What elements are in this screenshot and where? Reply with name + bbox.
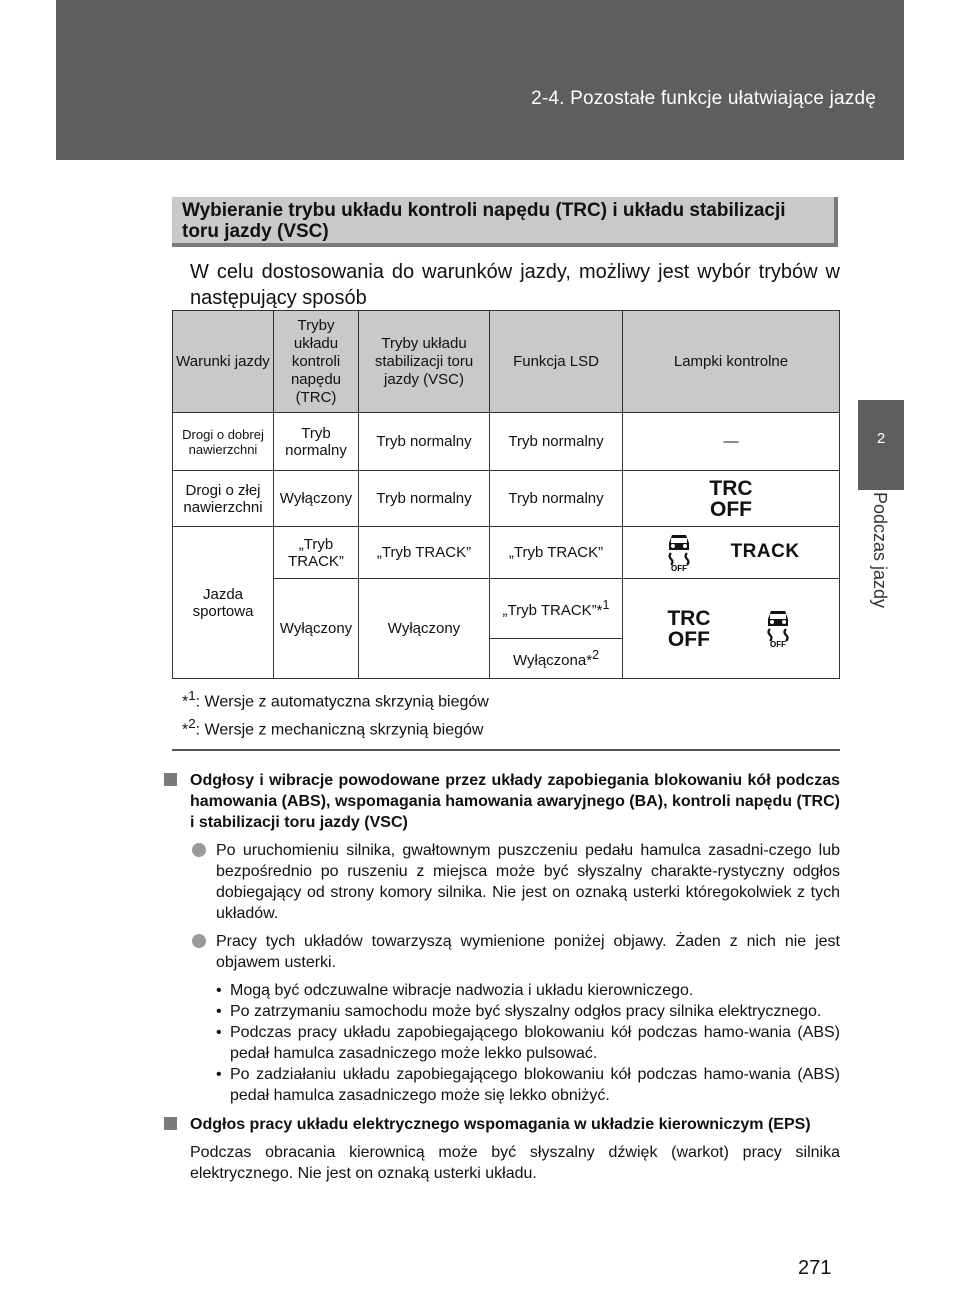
table-cell: Wyłączony (359, 579, 490, 679)
header-cell: Funkcja LSD (490, 311, 623, 413)
heading-text: Odgłos pracy układu elektrycznego wspomagania w układzie kierowniczym (EPS) (190, 1116, 811, 1133)
trc-off-indicator (667, 608, 710, 650)
vsc-off-icon (662, 531, 696, 575)
list-item: • Po zadziałaniu układu zapobiegającego blokowaniu kół podczas hamo-wania (ABS) pedał hamulca zasadniczego może się lekko obniżyć. (216, 1064, 840, 1106)
table-row (173, 527, 840, 579)
vsc-off-icon (761, 607, 795, 651)
table-cell: Tryb normalny (274, 413, 359, 471)
paragraph-text: Pracy tych układów towarzyszą wymienione poniżej objawy. Żaden z nich nie jest objawem usterki. (216, 933, 840, 971)
table-cell: Drogi o złej nawierzchni (173, 471, 274, 527)
table-cell: „Tryb TRACK” (274, 527, 359, 579)
section-heading (190, 1114, 840, 1135)
bullet-list (216, 980, 840, 1106)
chapter-label: Podczas jazdy (870, 492, 890, 609)
footnote-sup: 2 (592, 648, 600, 662)
trc-off-indicator (709, 478, 752, 520)
list-item: • Podczas pracy układu zapobiegającego blokowaniu kół podczas hamo-wania (ABS) pedał hamulca zasadniczego może lekko pulsować. (216, 1022, 840, 1064)
table-cell (490, 579, 623, 639)
body-content (190, 770, 840, 1184)
indicator-cell (623, 471, 840, 527)
table-cell: Wyłączony (274, 471, 359, 527)
table-cell: Tryb normalny (359, 413, 490, 471)
table-cell: — (623, 413, 840, 471)
paragraph (216, 840, 840, 924)
header-cell: Warunki jazdy (173, 311, 274, 413)
intro-text: W celu dostosowania do warunków jazdy, możliwy jest wybór trybów w następujący sposób (190, 261, 840, 309)
header-band (56, 0, 904, 160)
square-bullet-icon (164, 1117, 177, 1130)
page-number: 271 (798, 1257, 832, 1279)
footnote-text: : Wersje z mechaniczną skrzynią biegów (195, 721, 484, 739)
table-cell: Tryb normalny (359, 471, 490, 527)
footnote-2 (182, 716, 483, 739)
footnote-sup: 1 (188, 688, 196, 703)
trc-off-line1: TRC (709, 476, 753, 500)
square-bullet-icon (164, 773, 177, 786)
table-cell: Tryb normalny (490, 413, 623, 471)
table-header-row (173, 311, 840, 413)
track-indicator: TRACK (730, 540, 800, 562)
paragraph: Podczas obracania kierownicą może być słyszalny dźwięk (warkot) pracy silnika elektrycznego. Nie jest on oznaką usterki układu. (190, 1144, 840, 1182)
table-cell: Jazda sportowa (173, 527, 274, 679)
heading-text: Odgłosy i wibracje powodowane przez układy zapobiegania blokowaniu kół podczas hamowania (ABS), wspomagania hamowania awaryjnego (BA), kontroli napędu (TRC) i stabilizacji toru jazdy (VSC) (190, 772, 840, 831)
vsc-off-label: OFF (769, 639, 786, 647)
table-cell: Wyłączony (274, 579, 359, 679)
chapter-tab (858, 400, 904, 490)
section-title: Wybieranie trybu układu kontroli napędu (TRC) i układu stabilizacji toru jazdy (VSC) (172, 197, 838, 247)
list-item: • Mogą być odczuwalne wibracje nadwozia i układu kierowniczego. (216, 980, 840, 1001)
list-item: • Po zatrzymaniu samochodu może być słyszalny odgłos pracy silnika elektrycznego. (216, 1001, 840, 1022)
footnote-sup: 1 (602, 598, 610, 612)
circle-bullet-icon (192, 843, 206, 857)
table-cell: Tryb normalny (490, 471, 623, 527)
table-row (173, 413, 840, 471)
footnote-mark: * (182, 721, 189, 739)
vsc-off-label: OFF (671, 563, 688, 571)
divider (172, 749, 840, 751)
modes-table (172, 310, 840, 679)
table-cell (490, 639, 623, 679)
footnote-1 (182, 688, 489, 711)
header-cell: Tryby układu stabilizacji toru jazdy (VSC) (359, 311, 490, 413)
trc-off-line2: OFF (667, 627, 710, 651)
footnote-mark: * (182, 693, 189, 711)
indicator-cell (623, 527, 840, 579)
footnote-text: : Wersje z automatyczna skrzynią biegów (195, 693, 489, 711)
table-row (173, 471, 840, 527)
trc-off-line1: TRC (667, 606, 711, 630)
cell-text: Wyłączona* (512, 652, 593, 669)
table-row (173, 579, 840, 639)
indicator-cell (623, 579, 840, 679)
section-heading (190, 770, 840, 833)
header-cell: Lampki kontrolne (623, 311, 840, 413)
chapter-number: 2 (876, 430, 886, 447)
table-cell: „Tryb TRACK” (359, 527, 490, 579)
section-breadcrumb: 2-4. Pozostałe funkcje ułatwiające jazdę (531, 88, 876, 109)
table-cell: „Tryb TRACK” (490, 527, 623, 579)
table-cell: Drogi o dobrej nawierzchni (173, 413, 274, 471)
circle-bullet-icon (192, 934, 206, 948)
paragraph (216, 931, 840, 973)
cell-text: „Tryb TRACK”* (502, 602, 603, 619)
trc-off-line2: OFF (709, 497, 752, 521)
footnote-sup: 2 (188, 716, 196, 731)
header-cell: Tryby układu kontroli napędu (TRC) (274, 311, 359, 413)
paragraph-text: Po uruchomieniu silnika, gwałtownym puszczeniu pedału hamulca zasadni-czego lub bezpośrednio po ruszeniu z miejsca może być słyszalny charakte-rystyczny odgłos dobiegający od strony komory silnika. Nie jest on oznaką usterki któregokolwiek z tych układów. (216, 842, 840, 922)
